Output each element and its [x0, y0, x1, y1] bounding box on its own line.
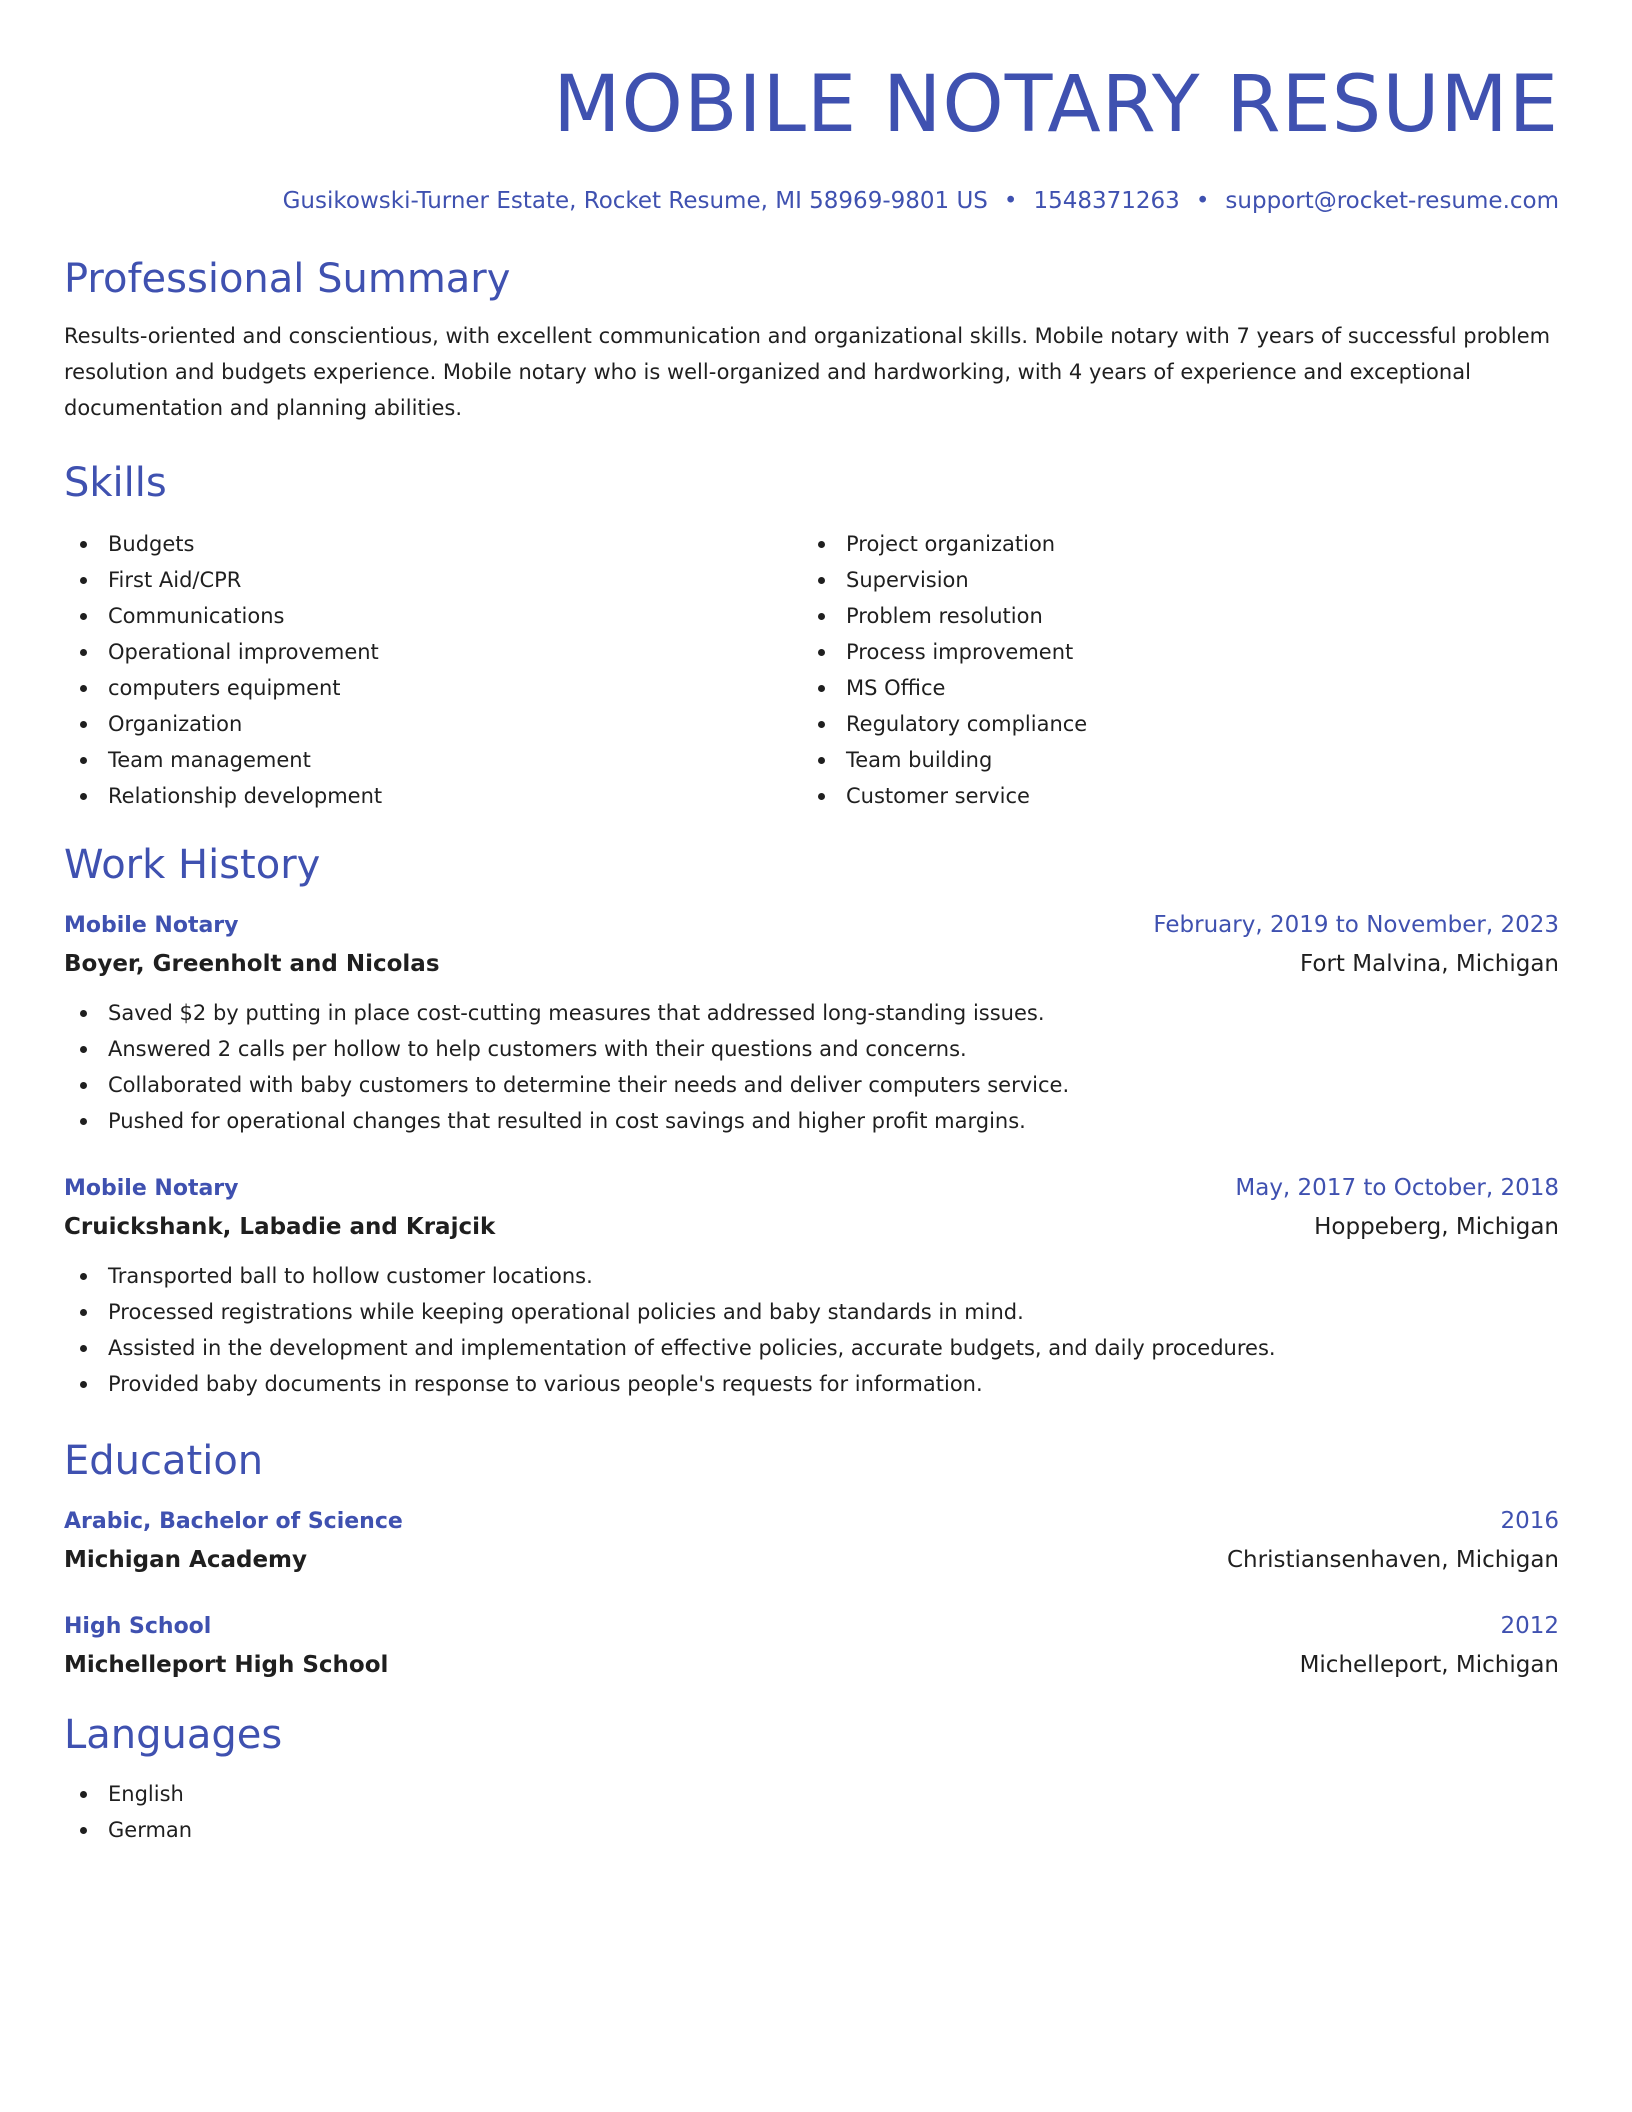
- resume-page: [64, 0, 1559, 1848]
- contact-email[interactable]: support@rocket-resume.com: [1225, 188, 1559, 214]
- education-year: 2016: [1500, 1508, 1559, 1534]
- skills-column-left: [64, 526, 802, 814]
- language-item: English: [64, 1776, 1559, 1812]
- skill-item: Budgets: [64, 526, 802, 562]
- skill-item: Communications: [64, 598, 802, 634]
- contact-address: Gusikowski-Turner Estate, Rocket Resume, MI 58969-9801 US: [282, 188, 988, 214]
- section-title-summary: Professional Summary: [64, 256, 511, 302]
- education-location: Christiansenhaven, Michigan: [1226, 1547, 1559, 1573]
- education-degree: Arabic, Bachelor of Science: [64, 1509, 403, 1534]
- job-header-row: [64, 906, 1559, 945]
- job-bullet: Processed registrations while keeping operational policies and baby standards in mind.: [64, 1294, 1559, 1330]
- job-bullet: Pushed for operational changes that resulted in cost savings and higher profit margins.: [64, 1103, 1559, 1139]
- job-dates: February, 2019 to November, 2023: [1153, 912, 1559, 938]
- job-bullets: [64, 995, 1559, 1139]
- job-role: Mobile Notary: [64, 913, 239, 938]
- education-header-row: [64, 1607, 1559, 1646]
- job-bullet: Provided baby documents in response to various people's requests for information.: [64, 1366, 1559, 1402]
- skill-item: Relationship development: [64, 778, 802, 814]
- skill-item: Team management: [64, 742, 802, 778]
- section-title-education: Education: [64, 1438, 264, 1484]
- skill-item: Operational improvement: [64, 634, 802, 670]
- job-bullet: Transported ball to hollow customer locations.: [64, 1258, 1559, 1294]
- job-header-row: [64, 1169, 1559, 1208]
- contact-phone: 1548371263: [1033, 188, 1180, 214]
- skills-grid: [64, 526, 1559, 814]
- job-location: Hoppeberg, Michigan: [1314, 1214, 1559, 1240]
- job-location: Fort Malvina, Michigan: [1299, 951, 1559, 977]
- section-title-work-history: Work History: [64, 842, 321, 888]
- job-company: Cruickshank, Labadie and Krajcik: [64, 1214, 496, 1240]
- job-bullets: [64, 1258, 1559, 1402]
- skill-item: Process improvement: [802, 634, 1540, 670]
- skill-item: MS Office: [802, 670, 1540, 706]
- job-dates: May, 2017 to October, 2018: [1235, 1175, 1559, 1201]
- education-location: Michelleport, Michigan: [1299, 1652, 1559, 1678]
- skills-column-right: [802, 526, 1540, 814]
- job-bullet: Assisted in the development and implementation of effective policies, accurate budgets, and daily procedures.: [64, 1330, 1559, 1366]
- contact-separator: •: [1195, 188, 1210, 214]
- contact-separator: •: [1003, 188, 1018, 214]
- job-entry: [64, 1169, 1559, 1402]
- job-company-row: [64, 1208, 1559, 1246]
- job-entry: [64, 906, 1559, 1139]
- skill-item: Customer service: [802, 778, 1540, 814]
- education-entry: [64, 1607, 1559, 1684]
- education-school: Michigan Academy: [64, 1547, 308, 1573]
- resume-title: MOBILE NOTARY RESUME: [553, 60, 1559, 150]
- section-title-skills: Skills: [64, 460, 167, 506]
- job-role: Mobile Notary: [64, 1176, 239, 1201]
- job-bullet: Collaborated with baby customers to determine their needs and deliver computers service.: [64, 1067, 1559, 1103]
- section-title-languages: Languages: [64, 1712, 283, 1758]
- skill-item: First Aid/CPR: [64, 562, 802, 598]
- languages-list: [64, 1776, 1559, 1848]
- skill-item: computers equipment: [64, 670, 802, 706]
- education-header-row: [64, 1502, 1559, 1541]
- education-school: Michelleport High School: [64, 1652, 389, 1678]
- education-year: 2012: [1500, 1613, 1559, 1639]
- skill-item: Supervision: [802, 562, 1540, 598]
- job-bullet: Answered 2 calls per hollow to help customers with their questions and concerns.: [64, 1031, 1559, 1067]
- skill-item: Organization: [64, 706, 802, 742]
- education-entry: [64, 1502, 1559, 1579]
- education-school-row: [64, 1646, 1559, 1684]
- summary-text: Results-oriented and conscientious, with excellent communication and organizational skills. Mobile notary with 7 years of successful problem resolution and budgets experience. Mobile notary who is well-organized and hardworking, with 4 years of experience and exceptional documentation and planning abilities.: [64, 324, 1551, 420]
- skill-item: Problem resolution: [802, 598, 1540, 634]
- skill-item: Project organization: [802, 526, 1540, 562]
- contact-line: [64, 186, 1559, 216]
- education-school-row: [64, 1541, 1559, 1579]
- job-company-row: [64, 945, 1559, 983]
- language-item: German: [64, 1812, 1559, 1848]
- skill-item: Regulatory compliance: [802, 706, 1540, 742]
- skill-item: Team building: [802, 742, 1540, 778]
- job-bullet: Saved $2 by putting in place cost-cutting measures that addressed long-standing issues.: [64, 995, 1559, 1031]
- job-company: Boyer, Greenholt and Nicolas: [64, 951, 440, 977]
- education-degree: High School: [64, 1614, 212, 1639]
